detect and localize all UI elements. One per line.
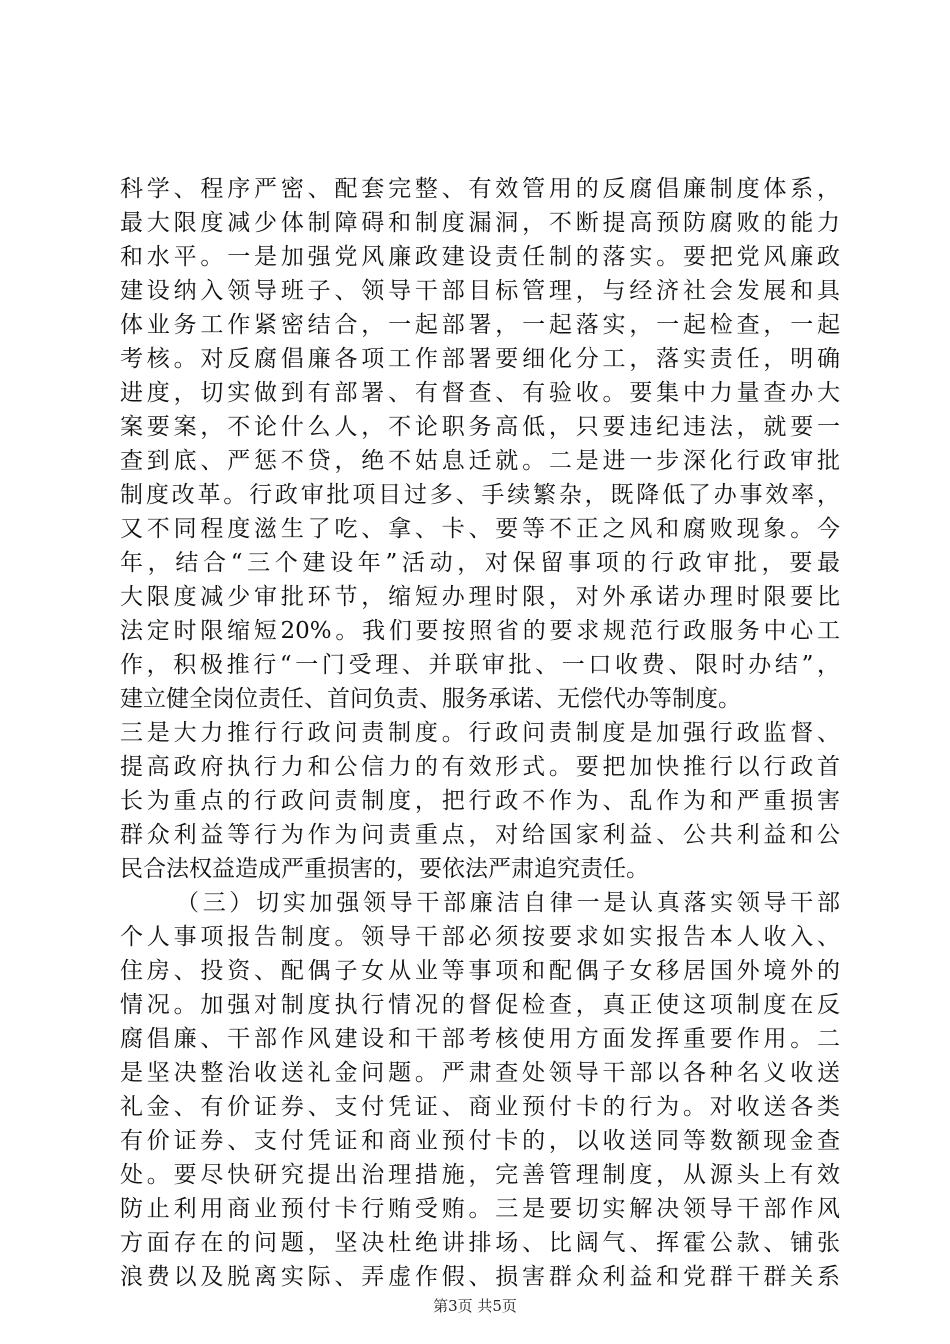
text-line: 年，结合“三个建设年”活动，对保留事项的行政审批，要最	[120, 550, 840, 576]
text-line: 提高政府执行力和公信力的有效形式。要把加快推行以行政首	[120, 754, 840, 780]
text-line: 法定时限缩短20%。我们要按照省的要求规范行政服务中心工	[120, 618, 840, 644]
text-line: 有价证券、支付凭证和商业预付卡的，以收送同等数额现金查	[120, 1128, 840, 1154]
text-line: 科学、程序严密、配套完整、有效管用的反腐倡廉制度体系，	[120, 176, 840, 202]
text-line: 长为重点的行政问责制度，把行政不作为、乱作为和严重损害	[120, 788, 840, 814]
text-line: 三是大力推行行政问责制度。行政问责制度是加强行政监督、	[120, 720, 840, 746]
text-line: 个人事项报告制度。领导干部必须按要求如实报告本人收入、	[120, 924, 840, 950]
text-line: 作，积极推行“一门受理、并联审批、一口收费、限时办结”，	[120, 652, 840, 678]
text-line: 腐倡廉、干部作风建设和干部考核使用方面发挥重要作用。二	[120, 1026, 840, 1052]
text-line: 又不同程度滋生了吃、拿、卡、要等不正之风和腐败现象。今	[120, 516, 840, 542]
text-line: 进度，切实做到有部署、有督查、有验收。要集中力量查办大	[120, 380, 840, 406]
section-heading-line: （三）切实加强领导干部廉洁自律一是认真落实领导干部	[176, 890, 840, 916]
text-line: 是坚决整治收送礼金问题。严肃查处领导干部以各种名义收送	[120, 1060, 840, 1086]
text-line: 制度改革。行政审批项目过多、手续繁杂，既降低了办事效率，	[120, 482, 840, 508]
text-line: 处。要尽快研究提出治理措施，完善管理制度，从源头上有效	[120, 1162, 840, 1188]
text-line: 浪费以及脱离实际、弄虚作假、损害群众利益和党群干群关系	[120, 1264, 840, 1290]
text-line: 防止利用商业预付卡行贿受贿。三是要切实解决领导干部作风	[120, 1196, 840, 1222]
text-line: 礼金、有价证券、支付凭证、商业预付卡的行为。对收送各类	[120, 1094, 840, 1120]
text-line: 群众利益等行为作为问责重点，对给国家利益、公共利益和公	[120, 822, 840, 848]
text-line: 和水平。一是加强党风廉政建设责任制的落实。要把党风廉政	[120, 244, 840, 270]
text-line: 建立健全岗位责任、首问负责、服务承诺、无偿代办等制度。	[120, 686, 741, 712]
text-line: 案要案，不论什么人，不论职务高低，只要违纪违法，就要一	[120, 414, 840, 440]
text-line: 建设纳入领导班子、领导干部目标管理，与经济社会发展和具	[120, 278, 840, 304]
text-line: 最大限度减少体制障碍和制度漏洞，不断提高预防腐败的能力	[120, 210, 840, 236]
text-line: 体业务工作紧密结合，一起部署，一起落实，一起检查，一起	[120, 312, 840, 338]
text-line: 大限度减少审批环节，缩短办理时限，对外承诺办理时限要比	[120, 584, 840, 610]
document-body	[120, 172, 840, 1294]
text-line: 住房、投资、配偶子女从业等事项和配偶子女移居国外境外的	[120, 958, 840, 984]
page-number-footer: 第3页 共5页	[433, 1297, 517, 1315]
text-line: 查到底、严惩不贷，绝不姑息迁就。二是进一步深化行政审批	[120, 448, 840, 474]
text-line: 方面存在的问题，坚决杜绝讲排场、比阔气、挥霍公款、铺张	[120, 1230, 840, 1256]
text-line: 考核。对反腐倡廉各项工作部署要细化分工，落实责任，明确	[120, 346, 840, 372]
paragraph-end-line: 民合法权益造成严重损害的，要依法严肃追究责任。	[120, 856, 649, 882]
text-line: 情况。加强对制度执行情况的督促检查，真正使这项制度在反	[120, 992, 840, 1018]
